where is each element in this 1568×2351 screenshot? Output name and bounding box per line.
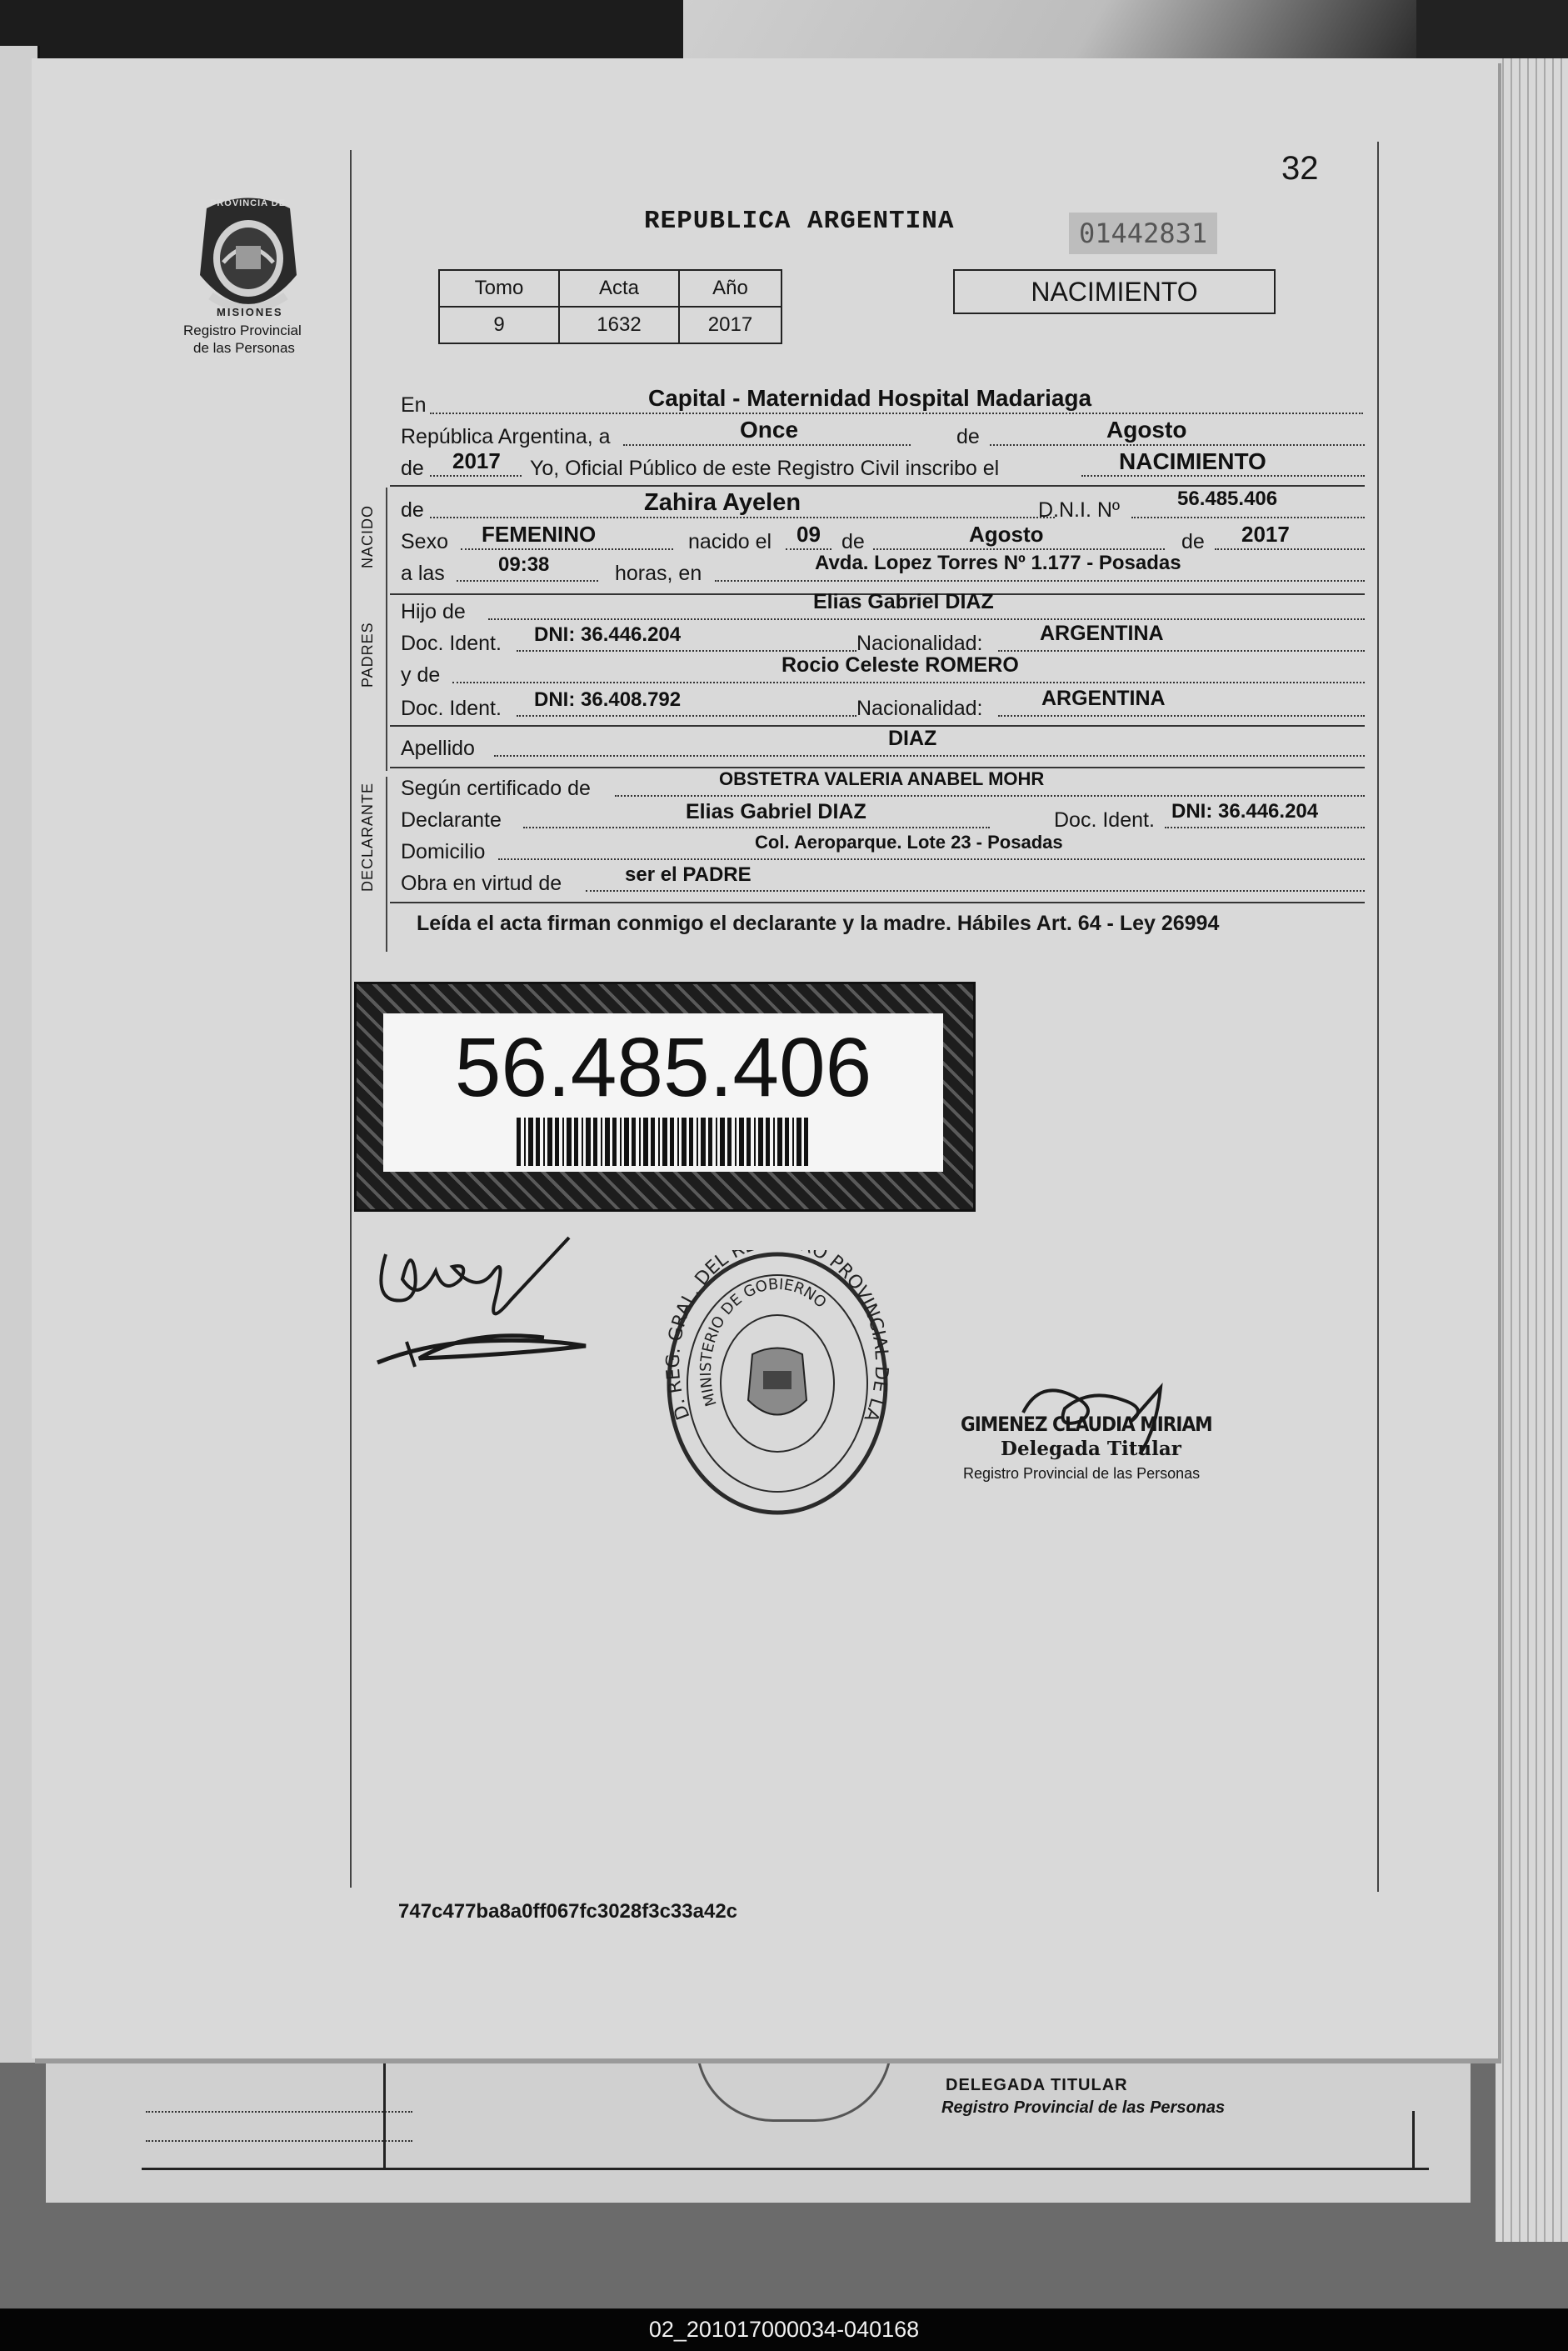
registry-name-line1: Registro Provincial xyxy=(183,323,302,338)
label-segun-certificado: Según certificado de xyxy=(401,777,591,800)
label-dni: D.N.I. Nº xyxy=(1038,498,1121,522)
section-divider xyxy=(390,485,1365,487)
dni-sticker-number: 56.485.406 xyxy=(454,1021,872,1114)
child-birth-place: Avda. Lopez Torres Nº 1.177 - Posadas xyxy=(815,552,1181,574)
label-de-birth-month: de xyxy=(841,530,865,553)
label-hijo-de: Hijo de xyxy=(401,600,466,623)
declarante-signature xyxy=(369,1221,619,1371)
label-domicilio: Domicilio xyxy=(401,840,486,863)
registry-name-line2: de las Personas xyxy=(193,340,295,356)
dots-sex xyxy=(461,548,673,550)
logo-text-bottom: MISIONES xyxy=(217,306,283,318)
declarante-section-label: DECLARANTE xyxy=(359,782,376,892)
declarante-address: Col. Aeroparque. Lote 23 - Posadas xyxy=(755,832,1063,853)
dots-inscribe xyxy=(1081,475,1365,477)
birth-certificate-sheet xyxy=(32,58,1498,2058)
country-title: REPUBLICA ARGENTINA xyxy=(644,207,955,236)
dots-certifier xyxy=(615,795,1365,797)
underlying-rule xyxy=(396,2168,1429,2170)
dots-name xyxy=(430,517,1055,518)
closing-note: Leída el acta firman conmigo el declarante y la madre. Hábiles Art. 64 - Ley 26994 xyxy=(417,912,1220,935)
apellido-value: DIAZ xyxy=(888,727,937,750)
label-nacionalidad-mother: Nacionalidad: xyxy=(856,697,983,720)
dots-declarante-doc xyxy=(1165,827,1365,828)
dots-father-doc xyxy=(517,650,856,652)
underlying-sheet xyxy=(46,2058,1471,2203)
child-birth-month: Agosto xyxy=(969,522,1044,547)
dots-day xyxy=(623,444,911,446)
declarante-name: Elias Gabriel DIAZ xyxy=(686,800,866,823)
dots-birth-year xyxy=(1215,548,1365,550)
dots-birth-month xyxy=(873,548,1165,550)
right-margin-rule xyxy=(1377,142,1379,1892)
section-divider xyxy=(390,902,1365,903)
table-value-acta: 1632 xyxy=(559,307,679,343)
section-divider xyxy=(390,725,1365,727)
label-apellido: Apellido xyxy=(401,737,475,760)
label-oficial: Yo, Oficial Público de este Registro Civil inscribo el xyxy=(530,457,1000,480)
dots-dni xyxy=(1131,517,1365,518)
label-de-name: de xyxy=(401,498,424,522)
record-year: 2017 xyxy=(452,448,501,473)
child-birth-day: 09 xyxy=(796,522,821,547)
label-a-las: a las xyxy=(401,562,445,585)
label-de-year: de xyxy=(401,457,424,480)
dots-mother-name xyxy=(452,682,1365,683)
underlying-margin-line xyxy=(1412,2111,1415,2169)
mother-nationality: ARGENTINA xyxy=(1041,687,1166,710)
label-en: En xyxy=(401,393,427,417)
child-sex: FEMENINO xyxy=(482,522,597,547)
underlying-margin-line xyxy=(383,2061,386,2169)
label-doc-father: Doc. Ident. xyxy=(401,632,502,655)
dots-birth-day xyxy=(786,548,831,550)
label-nacionalidad-father: Nacionalidad: xyxy=(856,632,983,655)
signature-scribble-icon xyxy=(369,1221,619,1371)
label-de-month: de xyxy=(956,425,980,448)
underlying-dotted-line xyxy=(146,2140,412,2142)
padres-section-label: PADRES xyxy=(359,622,376,688)
underlying-delegada-text: DELEGADA TITULAR xyxy=(946,2076,1128,2094)
dots-apellido xyxy=(494,755,1365,757)
table-header-ano: Año xyxy=(679,270,782,307)
label-y-de: y de xyxy=(401,663,441,687)
barcode-icon xyxy=(517,1118,810,1166)
child-dni: 56.485.406 xyxy=(1177,488,1278,510)
label-de-birth-year: de xyxy=(1181,530,1205,553)
certifier-name: OBSTETRA VALERIA ANABEL MOHR xyxy=(719,768,1045,789)
dots-birth-time xyxy=(457,580,598,582)
dots-father-nationality xyxy=(998,650,1365,652)
registry-seal-icon xyxy=(665,1250,890,1517)
dots-capacity xyxy=(586,890,1365,892)
dots-mother-nationality xyxy=(998,715,1365,717)
mother-doc: DNI: 36.408.792 xyxy=(534,688,682,711)
serial-number: 01442831 xyxy=(1069,213,1217,254)
dots-birth-place xyxy=(715,580,1365,582)
dni-sticker-label xyxy=(383,1013,943,1172)
file-name: 02_201017000034-040168 xyxy=(648,2317,920,2342)
father-nationality: ARGENTINA xyxy=(1040,622,1164,645)
official-seal xyxy=(665,1250,890,1517)
table-value-tomo: 9 xyxy=(439,307,559,343)
seal-outer-text: D. REG. GRAL. DEL R O PROVINCIAL DE LA xyxy=(665,1250,890,1425)
registrar-name: GIMENEZ CLAUDIA MIRIAM xyxy=(961,1413,1212,1436)
document-type-box xyxy=(953,269,1276,314)
underlying-rule xyxy=(142,2168,417,2170)
label-nacido-el: nacido el xyxy=(688,530,772,553)
tomo-acta-ano-table xyxy=(438,269,782,344)
dots-place xyxy=(430,413,1363,414)
scan-background-top xyxy=(683,0,1416,63)
dots-month xyxy=(990,444,1365,446)
label-obra-en-virtud: Obra en virtud de xyxy=(401,872,562,895)
table-value-ano: 2017 xyxy=(679,307,782,343)
dots-father-name xyxy=(488,618,1365,620)
padres-section-rule xyxy=(386,600,387,771)
label-doc-declarante: Doc. Ident. xyxy=(1054,808,1155,832)
record-month: Agosto xyxy=(1106,417,1187,443)
record-day: Once xyxy=(740,417,799,443)
label-republica: República Argentina, a xyxy=(401,425,611,448)
label-horas-en: horas, en xyxy=(615,562,702,585)
label-sexo: Sexo xyxy=(401,530,448,553)
dots-address xyxy=(498,858,1365,860)
mother-name: Rocio Celeste ROMERO xyxy=(782,653,1019,677)
seal-inner-text: MINISTERIO DE GOBIERNO xyxy=(697,1275,830,1408)
declarante-section-rule xyxy=(386,777,387,952)
dni-sticker xyxy=(354,982,976,1212)
table-header-acta: Acta xyxy=(559,270,679,307)
nacido-section-label: NACIDO xyxy=(359,504,376,568)
stacked-page-edges xyxy=(1496,58,1568,2242)
page-number: 32 xyxy=(1281,150,1319,187)
declarante-doc: DNI: 36.446.204 xyxy=(1171,800,1319,823)
father-doc: DNI: 36.446.204 xyxy=(534,623,682,646)
child-birth-time: 09:38 xyxy=(498,553,550,576)
registrar-title: Delegada Titular xyxy=(1001,1438,1181,1460)
file-name-bar xyxy=(0,2308,1568,2351)
left-margin-rule xyxy=(350,150,352,1888)
document-type: NACIMIENTO xyxy=(1031,277,1198,307)
document-hash: 747c477ba8a0ff067fc3028f3c33a42c xyxy=(398,1900,738,1923)
dots-year xyxy=(430,475,522,477)
registrar-office: Registro Provincial de las Personas xyxy=(963,1465,1201,1482)
father-name: Elias Gabriel DIAZ xyxy=(813,590,994,613)
underlying-registry-text: Registro Provincial de las Personas xyxy=(941,2098,1226,2117)
record-inscribe-type: NACIMIENTO xyxy=(1119,448,1266,474)
dots-mother-doc xyxy=(517,715,856,717)
record-place: Capital - Maternidad Hospital Madariaga xyxy=(648,385,1092,411)
label-doc-mother: Doc. Ident. xyxy=(401,697,502,720)
logo-text-top: PROVINCIA DE xyxy=(210,198,287,208)
underlying-dotted-line xyxy=(146,2111,412,2113)
label-declarante: Declarante xyxy=(401,808,502,832)
declarante-capacity: ser el PADRE xyxy=(625,863,752,886)
scan-background-top-right xyxy=(1416,0,1568,63)
table-header-tomo: Tomo xyxy=(439,270,559,307)
child-birth-year: 2017 xyxy=(1241,522,1290,547)
scan-background-top-left xyxy=(0,0,683,63)
child-name: Zahira Ayelen xyxy=(644,489,801,516)
dots-declarante-name xyxy=(523,827,990,828)
